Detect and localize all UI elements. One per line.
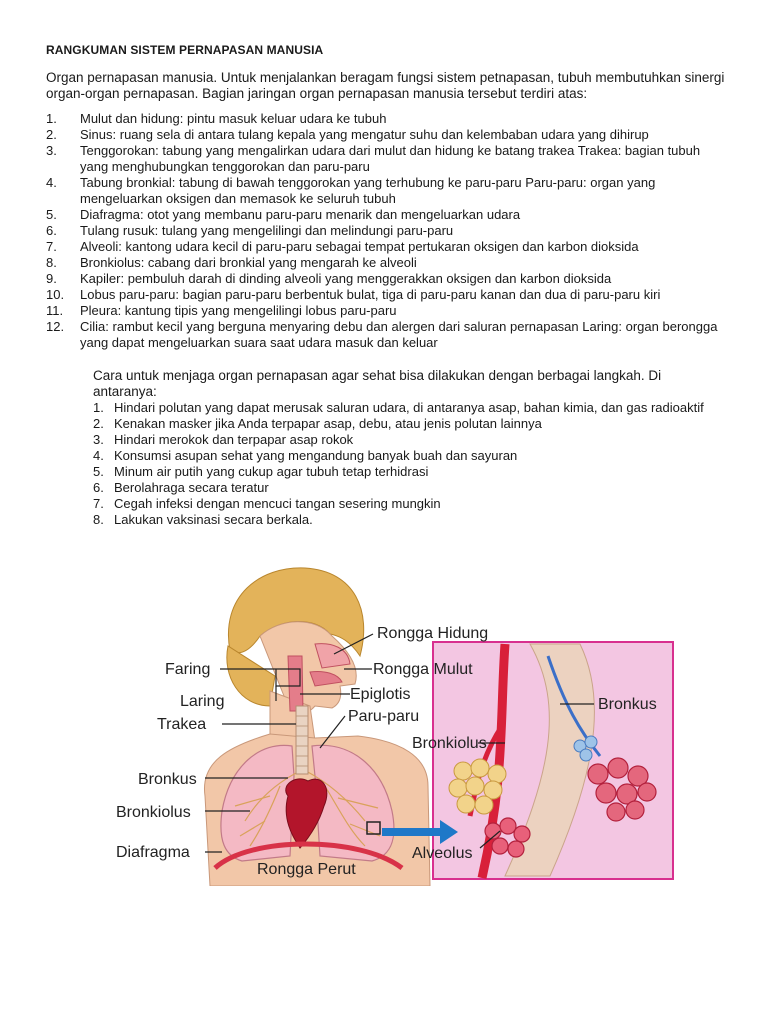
- intro-paragraph: Organ pernapasan manusia. Untuk menjalankan beragam fungsi sistem petnapasan, tubuh membutuhkan sinergi organ-organ pernapasan. Bagian jaringan organ pernapasan manusia tersebut terdiri atas:: [46, 70, 725, 101]
- list-text: Berolahraga secara teratur: [114, 480, 269, 495]
- label-faring: Faring: [165, 661, 211, 678]
- list-text: Lakukan vaksinasi secara berkala.: [114, 512, 313, 527]
- label-rongga-hidung: Rongga Hidung: [377, 625, 489, 642]
- list-item: [46, 319, 726, 351]
- label-bronkiolus-left: Bronkiolus: [116, 804, 191, 821]
- pharynx-shape: [288, 656, 303, 711]
- list-item: [46, 239, 726, 255]
- list-number: 2.: [46, 127, 57, 142]
- list-text: Tabung bronkial: tabung di bawah tenggorokan yang terhubung ke paru-paru Paru-paru: organ yang mengeluarkan oksigen dan memasok ke seluruh tubuh: [80, 175, 656, 206]
- list-number: 6.: [93, 480, 104, 495]
- list-number: 9.: [46, 271, 57, 286]
- list-text: Minum air putih yang cukup agar tubuh tetap terhidrasi: [114, 464, 429, 479]
- list-number: 1.: [46, 111, 57, 126]
- list-number: 2.: [93, 416, 104, 431]
- label-bronkus-right: Bronkus: [598, 696, 657, 713]
- list-number: 7.: [46, 239, 57, 254]
- list-number: 10.: [46, 287, 65, 302]
- list-item: [46, 111, 726, 127]
- list-item: [93, 512, 723, 528]
- list-text: Tulang rusuk: tulang yang mengelilingi dan melindungi paru-paru: [80, 223, 454, 238]
- list-number: 4.: [46, 175, 57, 190]
- label-diafragma: Diafragma: [116, 844, 190, 861]
- list-item: [46, 223, 726, 239]
- organ-list: [46, 111, 726, 351]
- label-laring: Laring: [180, 693, 225, 710]
- label-rongga-mulut: Rongga Mulut: [373, 661, 473, 678]
- list-text: Pleura: kantung tipis yang mengelilingi lobus paru-paru: [80, 303, 397, 318]
- list-text: Cilia: rambut kecil yang berguna menyaring debu dan alergen dari saluran pernapasan Laring: organ berongga yang dapat mengeluarkan suara saat udara masuk dan keluar: [80, 319, 718, 350]
- list-number: 8.: [46, 255, 57, 270]
- label-bronkus-left: Bronkus: [138, 771, 197, 788]
- label-trakea: Trakea: [157, 716, 207, 733]
- label-bronkiolus-right: Bronkiolus: [412, 735, 487, 752]
- list-number: 1.: [93, 400, 104, 415]
- list-item: [93, 432, 723, 448]
- list-text: Diafragma: otot yang membanu paru-paru menarik dan mengeluarkan udara: [80, 207, 521, 222]
- label-epiglotis: Epiglotis: [350, 686, 411, 703]
- list-number: 12.: [46, 319, 65, 334]
- care-intro-paragraph: Cara untuk menjaga organ pernapasan agar sehat bisa dilakukan dengan berbagai langkah. Di antaranya:: [93, 368, 662, 399]
- list-number: 11.: [46, 303, 64, 318]
- list-item: [46, 271, 726, 287]
- list-text: Kapiler: pembuluh darah di dinding alveoli yang menggerakkan oksigen dan karbon dioksida: [80, 271, 612, 286]
- list-number: 4.: [93, 448, 104, 463]
- list-text: Mulut dan hidung: pintu masuk keluar udara ke tubuh: [80, 111, 387, 126]
- list-number: 7.: [93, 496, 104, 511]
- list-number: 5.: [93, 464, 104, 479]
- list-text: Hindari merokok dan terpapar asap rokok: [114, 432, 354, 447]
- label-rongga-perut: Rongga Perut: [257, 861, 356, 878]
- list-item: [93, 400, 723, 416]
- list-item: [93, 416, 723, 432]
- list-number: 8.: [93, 512, 104, 527]
- respiratory-diagram: [110, 556, 680, 886]
- list-item: [93, 496, 723, 512]
- list-item: [46, 127, 726, 143]
- list-text: Lobus paru-paru: bagian paru-paru berbentuk bulat, tiga di paru-paru kanan dan dua di paru-paru kiri: [80, 287, 661, 302]
- list-item: [93, 480, 723, 496]
- list-item: [46, 287, 726, 303]
- list-item: [46, 255, 726, 271]
- respiratory-diagram-svg: [110, 556, 680, 886]
- list-number: 6.: [46, 223, 57, 238]
- list-text: Kenakan masker jika Anda terpapar asap, debu, atau jenis polutan lainnya: [114, 416, 542, 431]
- list-item: [46, 175, 726, 207]
- list-item: [93, 464, 723, 480]
- list-text: Sinus: ruang sela di antara tulang kepala yang mengatur suhu dan kelembaban udara yang dihirup: [80, 127, 649, 142]
- list-number: 5.: [46, 207, 57, 222]
- document-title: RANGKUMAN SISTEM PERNAPASAN MANUSIA: [46, 43, 324, 57]
- list-item: [93, 448, 723, 464]
- list-text: Tenggorokan: tabung yang mengalirkan udara dari mulut dan hidung ke batang trakea Trakea: bagian tubuh yang menghubungkan tenggorokan dan paru-paru: [80, 143, 701, 174]
- list-item: [46, 303, 726, 319]
- list-text: Konsumsi asupan sehat yang mengandung banyak buah dan sayuran: [114, 448, 518, 463]
- tips-list: [93, 400, 723, 528]
- label-alveolus: Alveolus: [412, 845, 473, 862]
- list-text: Bronkiolus: cabang dari bronkial yang mengarah ke alveoli: [80, 255, 417, 270]
- list-text: Hindari polutan yang dapat merusak saluran udara, di antaranya asap, bahan kimia, dan gas radioaktif: [114, 400, 704, 415]
- list-text: Alveoli: kantong udara kecil di paru-paru sebagai tempat pertukaran oksigen dan karbon dioksida: [80, 239, 639, 254]
- list-number: 3.: [46, 143, 57, 158]
- list-number: 3.: [93, 432, 104, 447]
- list-item: [46, 143, 726, 175]
- label-paru-paru: Paru-paru: [348, 708, 420, 725]
- list-item: [46, 207, 726, 223]
- list-text: Cegah infeksi dengan mencuci tangan sesering mungkin: [114, 496, 441, 511]
